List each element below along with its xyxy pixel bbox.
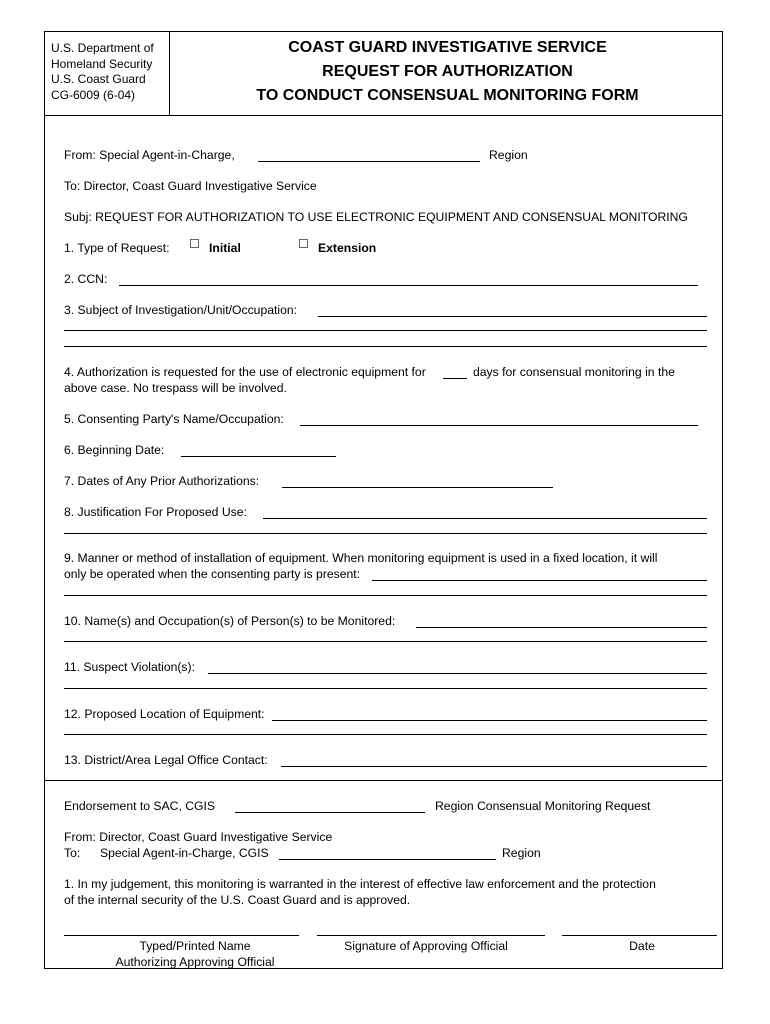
form-title-line-2: REQUEST FOR AUTHORIZATION — [322, 63, 573, 80]
prior-authorizations-field[interactable] — [282, 487, 553, 488]
date-caption: Date — [629, 939, 655, 953]
item-4-text-b: days for consensual monitoring in the — [473, 365, 675, 379]
installation-method-field[interactable] — [372, 580, 707, 581]
signature-caption: Signature of Approving Official — [344, 939, 508, 953]
suspect-violations-field[interactable] — [208, 673, 707, 674]
item-4-text-line-2: above case. No trespass will be involved. — [64, 381, 287, 395]
persons-monitored-field-line-2[interactable] — [64, 641, 707, 642]
approval-text-line-1: 1. In my judgement, this monitoring is warranted in the interest of effective law enforcement and the protection — [64, 877, 656, 891]
subject-field-line-3[interactable] — [64, 346, 707, 347]
agency-line: Homeland Security — [51, 56, 153, 71]
days-field[interactable] — [443, 378, 467, 379]
signature-field[interactable] — [317, 935, 545, 936]
typed-name-field[interactable] — [64, 935, 299, 936]
approving-official-caption: Authorizing Approving Official — [115, 955, 275, 969]
item-1-label: 1. Type of Request: — [64, 241, 170, 255]
persons-monitored-field[interactable] — [416, 627, 707, 628]
extension-checkbox[interactable] — [299, 239, 308, 248]
endorsement-region-field[interactable] — [235, 812, 425, 813]
form-frame — [44, 31, 723, 969]
form-title-line-1: COAST GUARD INVESTIGATIVE SERVICE — [288, 39, 607, 56]
item-8-label: 8. Justification For Proposed Use: — [64, 505, 247, 519]
endorsement-to-value: Special Agent-in-Charge, CGIS — [100, 846, 269, 860]
item-4-text-a: 4. Authorization is requested for the use of electronic equipment for — [64, 365, 426, 379]
from-label: From: Special Agent-in-Charge, — [64, 148, 235, 162]
endorsement-divider — [45, 780, 722, 781]
justification-field-line-2[interactable] — [64, 533, 707, 534]
equipment-location-field-line-2[interactable] — [64, 734, 707, 735]
item-6-label: 6. Beginning Date: — [64, 443, 165, 457]
item-3-label: 3. Subject of Investigation/Unit/Occupation: — [64, 303, 298, 317]
ccn-field[interactable] — [119, 285, 698, 286]
subject-field-line-2[interactable] — [64, 330, 707, 331]
endorsement-label: Endorsement to SAC, CGIS — [64, 799, 216, 813]
legal-office-contact-field[interactable] — [281, 766, 707, 767]
item-9-text-line-1: 9. Manner or method of installation of equipment. When monitoring equipment is used in a fixed location, it will — [64, 551, 658, 565]
installation-method-field-line-2[interactable] — [64, 595, 707, 596]
item-5-label: 5. Consenting Party's Name/Occupation: — [64, 412, 284, 426]
from-region-label: Region — [489, 148, 528, 162]
agency-block — [51, 41, 154, 103]
item-9-text-line-2: only be operated when the consenting party is present: — [64, 567, 361, 581]
suspect-violations-field-line-2[interactable] — [64, 688, 707, 689]
endorsement-sac-field[interactable] — [279, 859, 496, 860]
header-divider-vertical — [169, 32, 170, 115]
item-10-label: 10. Name(s) and Occupation(s) of Person(s) to be Monitored: — [64, 614, 396, 628]
to-line: To: Director, Coast Guard Investigative Service — [64, 179, 317, 193]
form-title-line-3: TO CONDUCT CONSENSUAL MONITORING FORM — [256, 87, 639, 104]
item-2-label: 2. CCN: — [64, 272, 108, 286]
subject-field[interactable] — [318, 316, 707, 317]
region-request-label: Region Consensual Monitoring Request — [435, 799, 651, 813]
endorsement-region-label: Region — [502, 846, 541, 860]
agency-line: U.S. Department of — [51, 41, 154, 55]
initial-label: Initial — [209, 241, 241, 255]
item-7-label: 7. Dates of Any Prior Authorizations: — [64, 474, 260, 488]
agency-line: U.S. Coast Guard — [51, 72, 146, 86]
typed-name-caption: Typed/Printed Name — [139, 939, 251, 953]
justification-field[interactable] — [263, 518, 707, 519]
item-13-label: 13. District/Area Legal Office Contact: — [64, 753, 268, 767]
from-sac-field[interactable] — [258, 161, 480, 162]
extension-label: Extension — [318, 241, 377, 255]
subject-line: Subj: REQUEST FOR AUTHORIZATION TO USE ELECTRONIC EQUIPMENT AND CONSENSUAL MONITORING — [64, 210, 688, 224]
consenting-party-field[interactable] — [300, 425, 698, 426]
endorsement-to-label: To: — [64, 846, 81, 860]
endorsement-from-line: From: Director, Coast Guard Investigative Service — [64, 830, 333, 844]
equipment-location-field[interactable] — [272, 720, 707, 721]
date-field[interactable] — [562, 935, 717, 936]
beginning-date-field[interactable] — [181, 456, 336, 457]
item-11-label: 11. Suspect Violation(s): — [64, 660, 195, 674]
approval-text-line-2: of the internal security of the U.S. Coast Guard and is approved. — [64, 893, 411, 907]
initial-checkbox[interactable] — [190, 239, 199, 248]
header-divider — [45, 115, 722, 116]
form-number: CG-6009 (6-04) — [51, 87, 136, 102]
item-12-label: 12. Proposed Location of Equipment: — [64, 707, 265, 721]
